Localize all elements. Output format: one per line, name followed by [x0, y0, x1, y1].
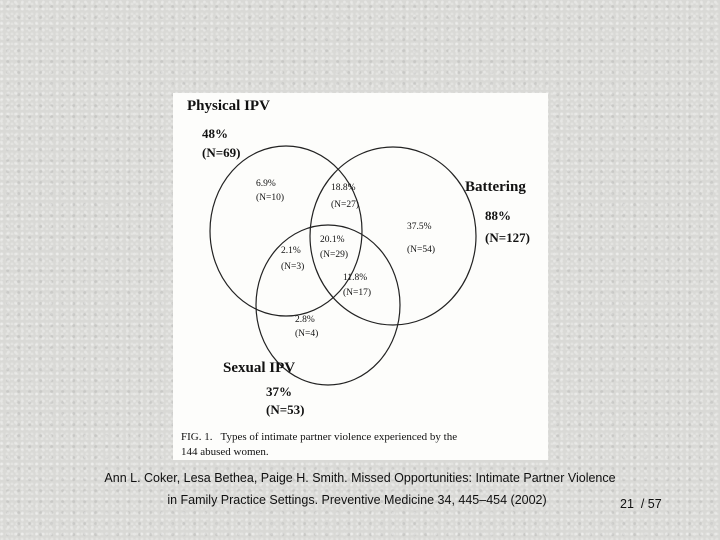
region-physical-battering-percent: 18.8%: [331, 183, 356, 193]
region-sexual-only-count: (N=4): [295, 329, 319, 339]
physical-ipv-count: (N=69): [202, 145, 241, 160]
region-physical-sexual-percent: 2.1%: [281, 246, 301, 256]
region-all-three-count: (N=29): [320, 250, 349, 260]
physical-ipv-title: Physical IPV: [187, 98, 270, 114]
venn-figure: [173, 93, 548, 460]
physical-ipv-percent: 48%: [202, 126, 228, 141]
region-physical-sexual-count: (N=3): [281, 262, 305, 272]
region-battering-sexual-count: (N=17): [343, 288, 372, 298]
battering-percent: 88%: [485, 208, 511, 223]
region-battering-only-percent: 37.5%: [407, 222, 432, 232]
battering-count: (N=127): [485, 230, 530, 245]
sexual-ipv-percent: 37%: [266, 384, 292, 399]
region-sexual-only-percent: 2.8%: [295, 315, 315, 325]
sexual-ipv-count: (N=53): [266, 402, 305, 417]
battering-title: Battering: [465, 179, 526, 195]
figure-caption-line-1: FIG. 1. Types of intimate partner violence experienced by the: [181, 431, 458, 443]
region-physical-only-percent: 6.9%: [256, 179, 276, 189]
page-number: 21 / 57: [620, 497, 662, 511]
venn-diagram: [173, 93, 548, 460]
physical-ipv-circle: [210, 146, 362, 316]
citation-line-2: in Family Practice Settings. Preventive Medicine 34, 445–454 (2002): [167, 493, 547, 507]
region-physical-battering-count: (N=27): [331, 200, 360, 210]
figure-caption-line-2: 144 abused women.: [181, 446, 269, 458]
region-physical-only-count: (N=10): [256, 193, 285, 203]
region-all-three-percent: 20.1%: [320, 235, 345, 245]
citation-line-1: Ann L. Coker, Lesa Bethea, Paige H. Smith. Missed Opportunities: Intimate Partner Violence: [104, 471, 616, 485]
sexual-ipv-title: Sexual IPV: [223, 360, 296, 376]
region-battering-only-count: (N=54): [407, 245, 436, 255]
region-battering-sexual-percent: 11.8%: [343, 273, 368, 283]
